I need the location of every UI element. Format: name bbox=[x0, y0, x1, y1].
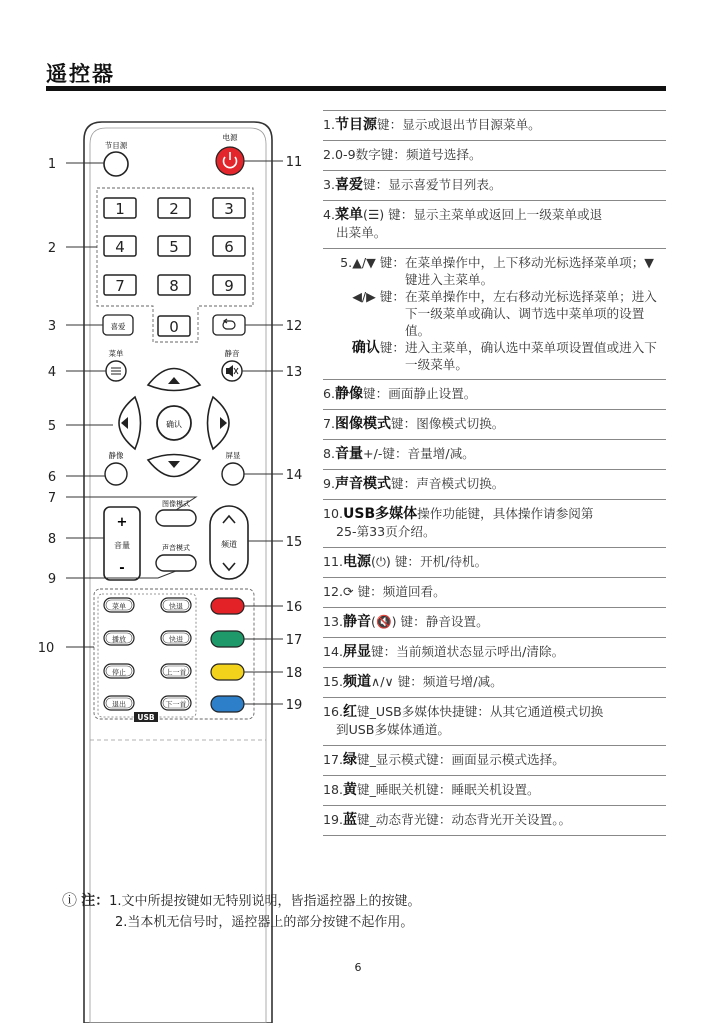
mute-label: 静音 bbox=[224, 349, 240, 358]
note bbox=[62, 890, 421, 933]
blue-button bbox=[211, 696, 244, 712]
digit-key-label: 9 bbox=[224, 277, 234, 295]
list-item: 17.绿键_显示模式键：画面显示模式选择。 bbox=[323, 745, 666, 775]
source-button bbox=[104, 152, 128, 176]
note-label: 注： bbox=[81, 893, 110, 909]
channel-label: 频道 bbox=[221, 540, 237, 549]
key-description-list bbox=[323, 110, 666, 836]
list-item: 10.USB多媒体操作功能键，具体操作请参阅第 25-第33页介绍。 bbox=[323, 499, 666, 547]
usb-button-label: 停止 bbox=[112, 668, 126, 677]
volume-label: 音量 bbox=[114, 541, 130, 550]
menu-label: 菜单 bbox=[108, 349, 124, 358]
digit-key-label: 3 bbox=[224, 200, 234, 218]
list-item: 15.频道∧/∨ 键：频道号增/减。 bbox=[323, 667, 666, 697]
page-number: 6 bbox=[354, 961, 362, 974]
list-item-5: 5.▲/▼ 键： 在菜单操作中，上下移动光标选择菜单项；▼键进入主菜单。 ◀/▶ 键： 在菜单操作中，左右移动光标选择菜单；进入下一级菜单或确认、调节选中菜单项的设置值。 确认键： 进入主菜单，确认选中菜单项设置值或进入下一级菜单。 bbox=[323, 248, 666, 379]
digit-key-label: 5 bbox=[169, 238, 179, 256]
ok-label: 确认 bbox=[166, 420, 182, 429]
usb-button-label: 快进 bbox=[169, 635, 183, 644]
green-button bbox=[211, 631, 244, 647]
list-item: 9.声音模式键：声音模式切换。 bbox=[323, 469, 666, 499]
list-item: 2.0-9数字键：频道号选择。 bbox=[323, 140, 666, 170]
callout-9: 9 bbox=[47, 572, 57, 587]
callout-18: 18 bbox=[285, 666, 303, 681]
callout-13: 13 bbox=[285, 365, 303, 380]
digit-key-label: 8 bbox=[169, 277, 179, 295]
picture-mode-button bbox=[156, 510, 196, 526]
list-item: 12.⟳ 键：频道回看。 bbox=[323, 577, 666, 607]
digit-key-label: 6 bbox=[224, 238, 234, 256]
callout-6: 6 bbox=[47, 470, 57, 485]
usb-button-label: 菜单 bbox=[112, 602, 126, 611]
list-item: 6.静像键：画面静止设置。 bbox=[323, 379, 666, 409]
callout-14: 14 bbox=[285, 468, 303, 483]
callout-7: 7 bbox=[47, 491, 57, 506]
list-item: 11.电源(⏻) 键：开机/待机。 bbox=[323, 547, 666, 577]
sound-mode-label: 声音模式 bbox=[162, 544, 190, 552]
callout-2: 2 bbox=[47, 241, 57, 256]
list-item: 8.音量+/-键：音量增/减。 bbox=[323, 439, 666, 469]
usb-badge-label: USB bbox=[137, 713, 155, 722]
fav-label: 喜爱 bbox=[110, 322, 126, 331]
sound-mode-button bbox=[156, 555, 196, 571]
yellow-button bbox=[211, 664, 244, 680]
list-item: 7.图像模式键：图像模式切换。 bbox=[323, 409, 666, 439]
list-item: 4.菜单(☰) 键：显示主菜单或返回上一级菜单或退 出菜单。 bbox=[323, 200, 666, 248]
digit-key-label: 4 bbox=[115, 238, 125, 256]
list-item: 16.红键_USB多媒体快捷键：从其它通道模式切换 到USB多媒体通道。 bbox=[323, 697, 666, 745]
usb-button-label: 上一首 bbox=[165, 668, 187, 677]
info-icon: ⓘ bbox=[62, 891, 78, 909]
freeze-button bbox=[105, 463, 127, 485]
red-button bbox=[211, 598, 244, 614]
digit-key-label: 7 bbox=[115, 277, 125, 295]
digit-key-label: 1 bbox=[115, 200, 125, 218]
usb-button-label: 快退 bbox=[169, 602, 183, 611]
callout-4: 4 bbox=[47, 365, 57, 380]
replay-button bbox=[213, 315, 245, 335]
power-label: 电源 bbox=[222, 133, 238, 142]
picture-mode-label: 图像模式 bbox=[162, 500, 190, 508]
callout-8: 8 bbox=[47, 532, 57, 547]
usb-button-label: 下一首 bbox=[165, 700, 187, 709]
list-item: 14.屏显键：当前频道状态显示呼出/清除。 bbox=[323, 637, 666, 667]
usb-button-label: 播放 bbox=[112, 635, 126, 644]
volume-minus: - bbox=[119, 561, 125, 576]
display-label: 屏显 bbox=[225, 451, 241, 460]
list-item: 13.静音(🔇) 键：静音设置。 bbox=[323, 607, 666, 637]
callout-16: 16 bbox=[285, 600, 303, 615]
callout-11: 11 bbox=[285, 155, 303, 170]
freeze-label: 静像 bbox=[108, 451, 124, 460]
list-item: 18.黄键_睡眠关机键：睡眠关机设置。 bbox=[323, 775, 666, 805]
callout-10: 10 bbox=[37, 641, 55, 656]
digit-key-label: 0 bbox=[169, 318, 179, 336]
digit-key-label: 2 bbox=[169, 200, 179, 218]
list-item: 19.蓝键_动态背光键：动态背光开关设置。。 bbox=[323, 805, 666, 836]
callout-3: 3 bbox=[47, 319, 57, 334]
note-line-2: 2.当本机无信号时，遥控器上的部分按键不起作用。 bbox=[115, 915, 414, 930]
callout-1: 1 bbox=[47, 157, 57, 172]
usb-buttons bbox=[104, 598, 191, 710]
callout-19: 19 bbox=[285, 698, 303, 713]
note-line-1: 1.文中所提按键如无特别说明，皆指遥控器上的按键。 bbox=[109, 894, 421, 909]
callout-17: 17 bbox=[285, 633, 303, 648]
callout-5: 5 bbox=[47, 419, 57, 434]
callout-12: 12 bbox=[285, 319, 303, 334]
source-label: 节目源 bbox=[104, 141, 128, 150]
list-item: 3.喜爱键：显示喜爱节目列表。 bbox=[323, 170, 666, 200]
usb-button-label: 退出 bbox=[112, 700, 126, 709]
display-button bbox=[222, 463, 244, 485]
power-button bbox=[216, 147, 244, 175]
page-title: 遥控器 bbox=[46, 61, 115, 86]
list-item: 1.节目源键：显示或退出节目源菜单。 bbox=[323, 110, 666, 140]
callout-15: 15 bbox=[285, 535, 303, 550]
volume-plus: + bbox=[116, 515, 128, 530]
